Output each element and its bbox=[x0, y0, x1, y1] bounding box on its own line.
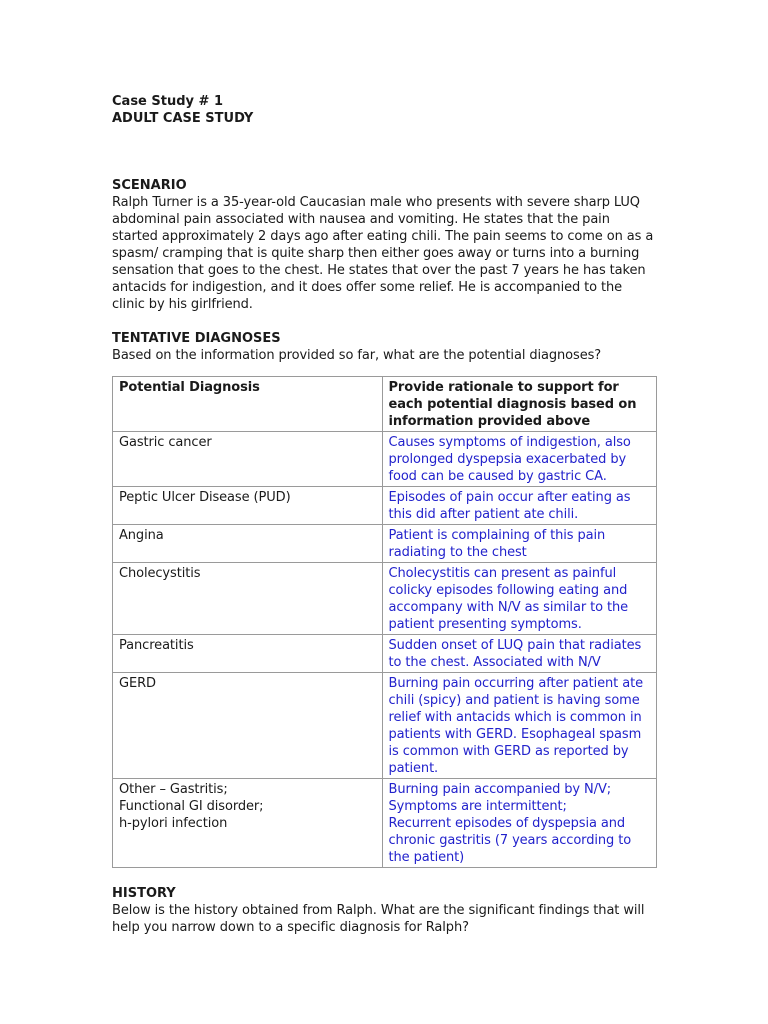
rationale-cell bbox=[382, 635, 657, 673]
diagnosis-cell bbox=[113, 635, 383, 673]
history-heading: HISTORY bbox=[112, 886, 176, 901]
rationale-cell bbox=[382, 673, 657, 779]
diagnosis-text: Functional GI disorder; bbox=[119, 799, 264, 814]
case-study-number: Case Study # 1 bbox=[112, 94, 223, 109]
table-row bbox=[113, 432, 657, 487]
diagnosis-cell bbox=[113, 563, 383, 635]
diagnosis-text: Peptic Ulcer Disease (PUD) bbox=[119, 490, 291, 505]
rationale-text: Episodes of pain occur after eating as this did after patient ate chili. bbox=[388, 490, 631, 522]
diagnosis-table bbox=[112, 376, 657, 868]
diagnosis-cell bbox=[113, 673, 383, 779]
diagnosis-text: Other – Gastritis; bbox=[119, 782, 228, 797]
column-header-diagnosis: Potential Diagnosis bbox=[113, 377, 383, 432]
rationale-text: Cholecystitis can present as painful colicky episodes following eating and accompany with N/V as similar to the patient presenting symptoms. bbox=[388, 566, 629, 632]
rationale-cell bbox=[382, 779, 657, 868]
document-page bbox=[112, 93, 658, 936]
diagnosis-cell bbox=[113, 779, 383, 868]
table-row bbox=[113, 487, 657, 525]
rationale-text: Burning pain occurring after patient ate chili (spicy) and patient is having some relief with antacids which is common in patients with GERD. Esophageal spasm is common with GERD as reported by patient. bbox=[388, 676, 643, 776]
diagnosis-table-body bbox=[113, 432, 657, 868]
rationale-text: Burning pain accompanied by N/V; bbox=[388, 782, 612, 797]
rationale-cell bbox=[382, 563, 657, 635]
scenario-heading: SCENARIO bbox=[112, 178, 187, 193]
diagnosis-text: Cholecystitis bbox=[119, 566, 201, 581]
rationale-text: Causes symptoms of indigestion, also prolonged dyspepsia exacerbated by food can be caused by gastric CA. bbox=[388, 435, 631, 484]
diagnosis-text: GERD bbox=[119, 676, 156, 691]
column-header-rationale: Provide rationale to support for each potential diagnosis based on information provided above bbox=[382, 377, 657, 432]
diagnosis-cell bbox=[113, 525, 383, 563]
rationale-cell bbox=[382, 432, 657, 487]
diagnosis-text: Angina bbox=[119, 528, 164, 543]
table-row bbox=[113, 563, 657, 635]
table-header-row bbox=[113, 377, 657, 432]
diagnosis-text: Pancreatitis bbox=[119, 638, 194, 653]
history-text: Below is the history obtained from Ralph. What are the significant findings that will help you narrow down to a specific diagnosis for Ralph? bbox=[112, 903, 645, 935]
rationale-text: Recurrent episodes of dyspepsia and chronic gastritis (7 years according to the patient) bbox=[388, 816, 632, 865]
table-row bbox=[113, 525, 657, 563]
scenario-text: Ralph Turner is a 35-year-old Caucasian male who presents with severe sharp LUQ abdominal pain associated with nausea and vomiting. He states that the pain started approximately 2 days ago after eating chili. The pain seems to come on as a spasm/ cramping that is quite sharp then either goes away or turns into a burning sensation that goes to the chest. He states that over the past 7 years he has taken antacids for indigestion, and it does offer some relief. He is accompanied to the clinic by his girlfriend. bbox=[112, 195, 654, 312]
rationale-text: Patient is complaining of this pain radiating to the chest bbox=[388, 528, 606, 560]
diagnosis-text: h-pylori infection bbox=[119, 816, 228, 831]
rationale-cell bbox=[382, 525, 657, 563]
tentative-diagnoses-question: Based on the information provided so far, what are the potential diagnoses? bbox=[112, 348, 602, 363]
rationale-text: Sudden onset of LUQ pain that radiates to the chest. Associated with N/V bbox=[388, 638, 642, 670]
table-row bbox=[113, 673, 657, 779]
case-study-title: ADULT CASE STUDY bbox=[112, 111, 254, 126]
table-row bbox=[113, 635, 657, 673]
rationale-cell bbox=[382, 487, 657, 525]
rationale-text: Symptoms are intermittent; bbox=[388, 799, 567, 814]
diagnosis-cell bbox=[113, 487, 383, 525]
tentative-diagnoses-heading: TENTATIVE DIAGNOSES bbox=[112, 331, 281, 346]
diagnosis-cell bbox=[113, 432, 383, 487]
diagnosis-text: Gastric cancer bbox=[119, 435, 212, 450]
table-row bbox=[113, 779, 657, 868]
